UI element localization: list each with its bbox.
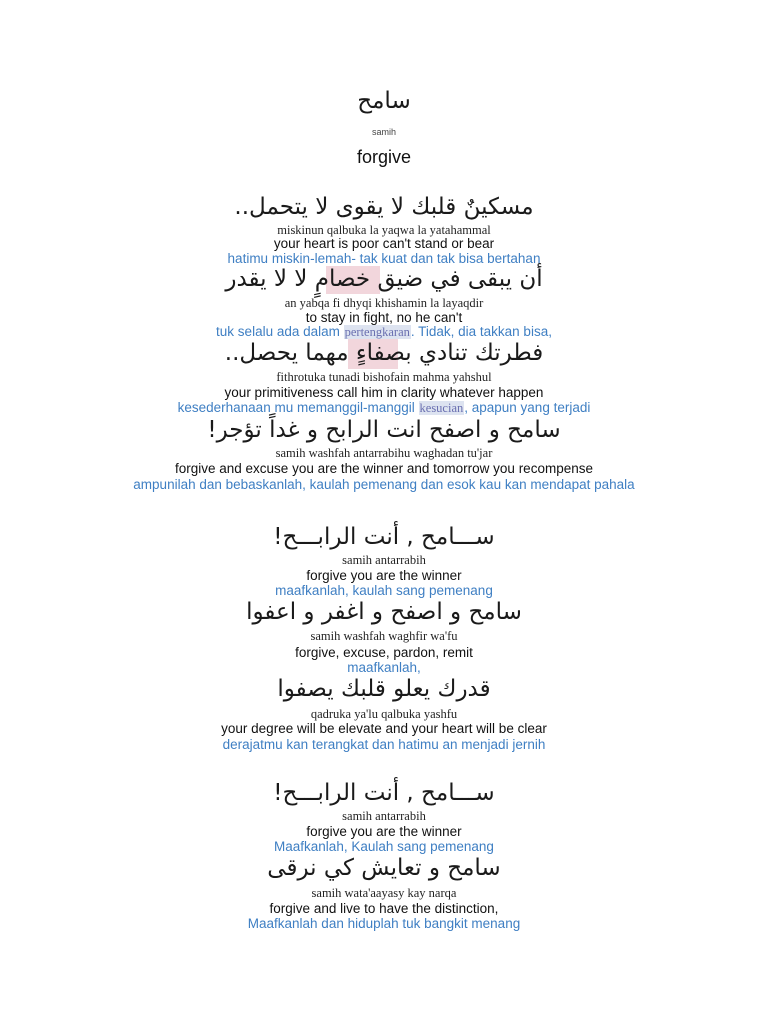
verse-4-arabic: سامح و اصفح انت الرابح و غداً تؤجر! xyxy=(207,417,561,443)
verse-2-english: to stay in fight, no he can't xyxy=(305,310,463,325)
verse-3-indonesian-highlight: kesucian xyxy=(419,401,464,415)
verse-9-indonesian: Maafkanlah dan hiduplah tuk bangkit menang xyxy=(247,916,521,931)
verse-7-english: your degree will be elevate and your heart will be clear xyxy=(221,721,547,736)
verse-3-indonesian-pre: kesederhanaan mu memanggil-manggil xyxy=(177,400,419,415)
verse-2-indonesian-post: . Tidak, dia takkan bisa, xyxy=(410,324,552,339)
verse-5-english: forgive you are the winner xyxy=(306,568,462,583)
title-arabic: سامح xyxy=(357,88,411,114)
verse-8-transliteration: samih antarrabih xyxy=(342,809,426,823)
verse-4-english: forgive and excuse you are the winner and tomorrow you recompense xyxy=(175,461,593,476)
verse-2-indonesian-pre: tuk selalu ada dalam xyxy=(216,324,344,339)
verse-1-indonesian: hatimu miskin-lemah- tak kuat dan tak bisa bertahan xyxy=(227,251,541,266)
verse-3-indonesian xyxy=(0,401,768,415)
verse-5-indonesian: maafkanlah, kaulah sang pemenang xyxy=(275,583,493,598)
verse-4-transliteration: samih washfah antarrabihu waghadan tu'jar xyxy=(275,446,493,460)
verse-3-english: your primitiveness call him in clarity whatever happen xyxy=(224,385,544,400)
verse-6-indonesian: maafkanlah, xyxy=(347,660,421,675)
title-transliteration: samih xyxy=(371,127,396,137)
verse-1-arabic: مسكينٌ قلبك لا يقوى لا يتحمل.. xyxy=(234,194,534,220)
verse-2-indonesian xyxy=(0,325,768,339)
verse-8-english: forgive you are the winner xyxy=(306,824,462,839)
verse-6-english: forgive, excuse, pardon, remit xyxy=(295,645,473,660)
verse-2-transliteration: an yabqa fi dhyqi khishamin la layaqdir xyxy=(284,296,484,310)
verse-7-transliteration: qadruka ya'lu qalbuka yashfu xyxy=(310,707,458,721)
verse-5-arabic: ســـامح , أنت الرابـــح! xyxy=(273,524,495,550)
title-english: forgive xyxy=(356,147,412,167)
verse-8-arabic: ســـامح , أنت الرابـــح! xyxy=(273,780,495,806)
verse-8-indonesian: Maafkanlah, Kaulah sang pemenang xyxy=(274,839,494,854)
verse-9-english: forgive and live to have the distinction, xyxy=(269,901,499,916)
verse-4-indonesian: ampunilah dan bebaskanlah, kaulah pemenang dan esok kau kan mendapat pahala xyxy=(133,477,635,492)
verse-3-arabic: فطرتك تنادي بصفاءٍ مهما يحصل.. xyxy=(224,340,544,366)
verse-6-transliteration: samih washfah waghfir wa'fu xyxy=(310,629,458,643)
verse-3-transliteration: fithrotuka tunadi bishofain mahma yahshul xyxy=(276,370,492,384)
verse-1-english: your heart is poor can't stand or bear xyxy=(273,236,495,251)
verse-9-transliteration: samih wata'aayasy kay narqa xyxy=(311,886,457,900)
verse-1-transliteration: miskinun qalbuka la yaqwa la yatahammal xyxy=(277,223,491,237)
verse-2-arabic: أن يبقى في ضيق خصامٍ لا لا يقدر xyxy=(225,266,543,292)
verse-9-arabic: سامح و تعايش كي نرقى xyxy=(267,855,501,881)
verse-6-arabic: سامح و اصفح و اغفر و اعفوا xyxy=(246,599,522,625)
verse-7-arabic: قدرك يعلو قلبك يصفوا xyxy=(277,676,491,702)
verse-5-transliteration: samih antarrabih xyxy=(342,553,426,567)
verse-7-indonesian: derajatmu kan terangkat dan hatimu an menjadi jernih xyxy=(222,737,546,752)
verse-2-indonesian-highlight: pertengkaran xyxy=(344,325,410,339)
verse-3-indonesian-post: , apapun yang terjadi xyxy=(464,400,591,415)
